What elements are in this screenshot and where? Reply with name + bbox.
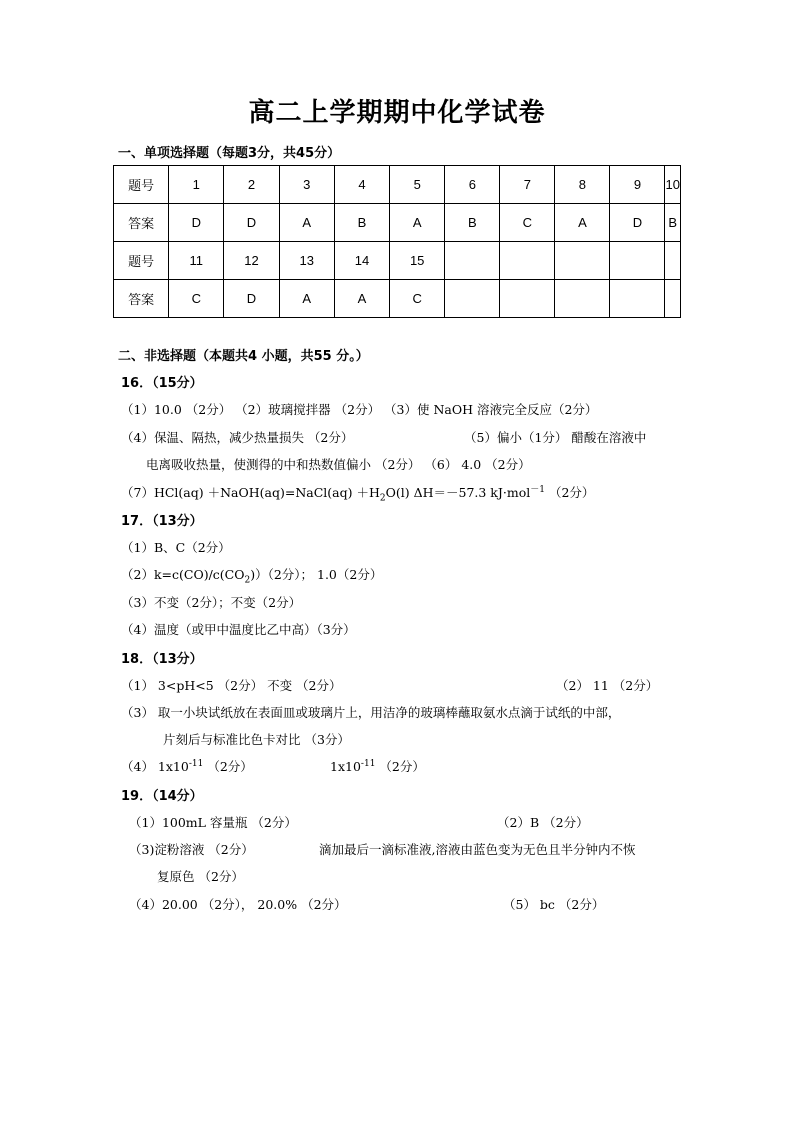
table-cell: 4: [334, 166, 389, 204]
q19-line-1b: （2）B （2分）: [497, 815, 589, 830]
table-cell: A: [555, 204, 610, 242]
table-cell: C: [390, 280, 445, 318]
table-cell: [610, 242, 665, 280]
table-cell: 2: [224, 166, 279, 204]
table-cell: [665, 242, 681, 280]
table-cell: 1: [169, 166, 224, 204]
page-title: 高二上学期期中化学试卷: [248, 98, 546, 128]
table-cell: D: [169, 204, 224, 242]
table-cell: [555, 242, 610, 280]
q18-line-4b: $1x10^{-11}$ （2分）: [330, 758, 425, 774]
question-19-heading: 19．（14分）: [121, 789, 203, 804]
q16-line-2a: （4）保温、隔热，减少热量损失 （2分）: [121, 430, 354, 445]
table-row: [114, 280, 681, 318]
table-cell: [445, 242, 500, 280]
table-cell: [500, 280, 555, 318]
question-18-heading: 18．（13分）: [121, 652, 203, 667]
table-cell: 3: [279, 166, 334, 204]
q18-line-2: （3） 取一小块试纸放在表面皿或玻璃片上，用洁净的玻璃棒蘸取氨水点滴于试纸的中部，: [121, 705, 621, 720]
table-cell: 14: [334, 242, 389, 280]
table-cell: [500, 242, 555, 280]
q16-line-4: （7）HCl(aq) ＋NaOH(aq)=NaCl(aq) $+H_2O(l)$ ΔH＝－57.3 kJ·mol$^{-1}$ （2分）: [121, 485, 595, 504]
table-cell: B: [665, 204, 681, 242]
section-heading-nonchoice: 二、非选择题（本题共4 小题，共55 分。）: [118, 349, 369, 364]
table-cell: 10: [665, 166, 681, 204]
table-row: [114, 166, 681, 204]
q17-line-2: $(2)k=c(CO)/c(CO_2))(2$分）； 1.0（2分）: [121, 567, 383, 586]
q19-line-4a: （4）20.00 （2分）， 20.0% （2分）: [129, 897, 347, 912]
table-cell: D: [224, 204, 279, 242]
answer-table: [113, 165, 681, 318]
table-cell: A: [279, 204, 334, 242]
table-cell: D: [224, 280, 279, 318]
table-cell: B: [334, 204, 389, 242]
q17-line-3: （3）不变（2分）；不变（2分）: [121, 595, 302, 610]
table-cell: 6: [445, 166, 500, 204]
question-17-heading: 17．（13分）: [121, 514, 203, 529]
table-cell: C: [169, 280, 224, 318]
table-cell: [555, 280, 610, 318]
table-cell: 9: [610, 166, 665, 204]
table-cell: A: [334, 280, 389, 318]
q17-line-1: （1）B、C（2分）: [121, 540, 231, 555]
question-16-heading: 16．（15分）: [121, 376, 203, 391]
q18-line-1b: （2） 11 （2分）: [556, 678, 659, 693]
q19-line-2b: 滴加最后一滴标准液,溶液由蓝色变为无色且半分钟内不恢: [319, 842, 636, 857]
q16-line-2b: （5）偏小（1分） 醋酸在溶液中: [464, 430, 647, 445]
q19-line-2a: （3)淀粉溶液 （2分）: [129, 842, 254, 857]
table-row: [114, 204, 681, 242]
q18-line-3: 片刻后与标准比色卡对比 （3分）: [163, 732, 350, 747]
q18-line-4a: （4） $1x10^{-11}$ （2分）: [121, 758, 253, 774]
table-cell: [445, 280, 500, 318]
table-cell: B: [445, 204, 500, 242]
table-cell: 15: [390, 242, 445, 280]
q17-line-4: （4）温度（或甲中温度比乙中高）（3分）: [121, 622, 356, 637]
table-cell: [610, 280, 665, 318]
table-row: [114, 242, 681, 280]
q16-line-3: 电离吸收热量，使测得的中和热数值偏小 （2分） （6） 4.0 （2分）: [146, 457, 531, 472]
table-row-header: 题号: [114, 242, 169, 280]
table-row-header: 答案: [114, 280, 169, 318]
q19-line-3: 复原色 （2分）: [157, 869, 244, 884]
q19-line-4b: （5） bc （2分）: [503, 897, 605, 912]
table-cell: 8: [555, 166, 610, 204]
table-cell: C: [500, 204, 555, 242]
q16-line-1: （1）10.0 （2分） （2）玻璃搅拌器 （2分） （3）使 NaOH 溶液完全反应（2分）: [121, 402, 598, 417]
table-cell: 12: [224, 242, 279, 280]
table-cell: A: [390, 204, 445, 242]
table-cell: 7: [500, 166, 555, 204]
section-heading-choice: 一、单项选择题（每题3分，共45分）: [118, 146, 341, 161]
table-row-header: 题号: [114, 166, 169, 204]
table-cell: 13: [279, 242, 334, 280]
table-cell: D: [610, 204, 665, 242]
q18-line-1a: （1） 3<pH<5 （2分） 不变 （2分）: [121, 678, 342, 693]
table-row-header: 答案: [114, 204, 169, 242]
table-cell: 5: [390, 166, 445, 204]
table-cell: [665, 280, 681, 318]
table-cell: 11: [169, 242, 224, 280]
q19-line-1a: （1）100mL 容量瓶 （2分）: [129, 815, 297, 830]
table-cell: A: [279, 280, 334, 318]
